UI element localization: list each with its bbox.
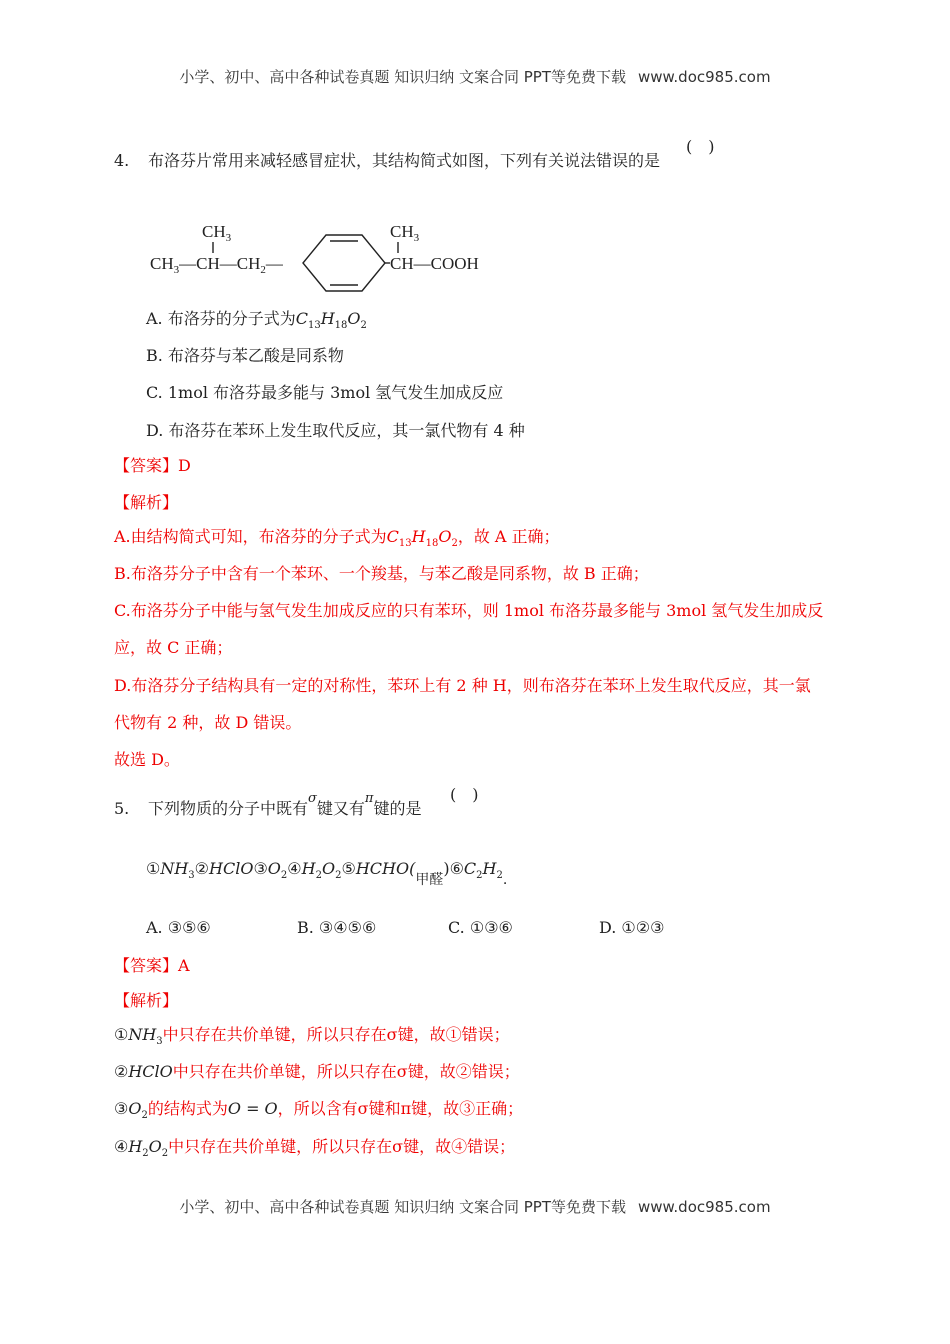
q4-stem-text: 布洛芬片常用来减轻感冒症状，其结构简式如图，下列有关说法错误的是 bbox=[148, 151, 661, 170]
q4-analysis-a-suffix: ，故 A 正确； bbox=[457, 527, 560, 546]
q5-analysis-label: 【解析】 bbox=[114, 991, 179, 1010]
analysis-formula-h2o2: $H_2O_2$ bbox=[128, 1137, 169, 1160]
q4-analysis-c1: C.布洛芬分子中能与氢气发生加成反应的只有苯环，则 1mol 布洛芬最多能与 3mol 氢气发生加成反 bbox=[114, 601, 824, 620]
q5-analysis-2 bbox=[114, 1061, 520, 1083]
analysis-marker-3: ③ bbox=[114, 1099, 129, 1118]
q4-analysis-a-text: A.由结构简式可知，布洛芬的分子式为 bbox=[114, 527, 387, 546]
formula-c13h18o2-analysis: $C_{13}H_{18}O_2$ bbox=[386, 527, 458, 550]
q5-option-c: C. ①③⑥ bbox=[448, 918, 513, 937]
q4-answer: 【答案】D bbox=[114, 456, 191, 475]
marker-3: ③ bbox=[253, 859, 268, 878]
q4-analysis-conclusion: 故选 D。 bbox=[114, 750, 180, 769]
pi-symbol: π bbox=[364, 791, 374, 806]
q5-number: 5. bbox=[114, 799, 130, 818]
q4-analysis-a bbox=[114, 526, 560, 555]
analysis-formula-nh3: $NH_3$ bbox=[128, 1025, 163, 1048]
q5-analysis-1 bbox=[114, 1024, 510, 1053]
analysis-text-3b: ，所以含有σ键和π键，故③正确； bbox=[277, 1099, 524, 1118]
analysis-marker-2: ② bbox=[114, 1062, 129, 1081]
q4-stem bbox=[114, 150, 660, 172]
q4-analysis-d2: 代物有 2 种，故 D 错误。 bbox=[114, 713, 302, 732]
footer-site: www.doc985.com bbox=[637, 1198, 771, 1216]
ch3-top-left: $CH_3$ bbox=[202, 222, 232, 244]
marker-4: ④ bbox=[287, 859, 302, 878]
analysis-text-2: 中只存在共价单键，所以只存在σ键，故②错误； bbox=[172, 1062, 520, 1081]
q5-stem-a: 下列物质的分子中既有 bbox=[148, 799, 309, 818]
q5-stem bbox=[114, 791, 422, 822]
analysis-text-1: 中只存在共价单键，所以只存在σ键，故①错误； bbox=[162, 1025, 510, 1044]
q5-option-d: D. ①②③ bbox=[599, 918, 665, 937]
q5-analysis-3 bbox=[114, 1098, 523, 1127]
header-text: 小学、初中、高中各种试卷真题 知识归纳 文案合同 PPT等免费下载 bbox=[179, 68, 626, 86]
q5-answer-paren: ( ) bbox=[450, 785, 479, 804]
marker-1: ① bbox=[146, 859, 161, 878]
q4-option-c: C. 1mol 布洛芬最多能与 3mol 氢气发生加成反应 bbox=[146, 383, 504, 402]
q4-option-a bbox=[146, 308, 367, 337]
q5-answer: 【答案】A bbox=[114, 956, 190, 975]
analysis-marker-4: ④ bbox=[114, 1137, 129, 1156]
marker-5: ⑤ bbox=[341, 859, 356, 878]
q4-analysis-c2: 应，故 C 正确； bbox=[114, 638, 233, 657]
header-site: www.doc985.com bbox=[637, 68, 771, 86]
formaldehyde-note: 甲醛 bbox=[415, 872, 444, 888]
q4-option-d: D. 布洛芬在苯环上发生取代反应，其一氯代物有 4 种 bbox=[146, 421, 525, 440]
footer-text: 小学、初中、高中各种试卷真题 知识归纳 文案合同 PPT等免费下载 bbox=[179, 1198, 626, 1216]
formula-c13h18o2: $C_{13}H_{18}O_2$ bbox=[295, 309, 367, 332]
ibuprofen-structure bbox=[140, 215, 500, 295]
q5-option-b: B. ③④⑤⑥ bbox=[297, 918, 377, 937]
marker-2: ② bbox=[194, 859, 210, 878]
page-footer bbox=[0, 1196, 950, 1217]
formula-c2h2: $C_2H_2$ bbox=[463, 859, 503, 882]
q4-option-b: B. 布洛芬与苯乙酸是同系物 bbox=[146, 346, 344, 365]
marker-6: )⑥ bbox=[443, 859, 464, 878]
formula-nh3: $NH_3$ bbox=[160, 859, 195, 882]
analysis-marker-1: ① bbox=[114, 1025, 129, 1044]
ch3-top-right: $CH_3$ bbox=[390, 222, 420, 244]
formula-h2o2: $H_2O_2$ bbox=[301, 859, 342, 882]
q5-stem-b: 键又有 bbox=[316, 799, 365, 818]
q4-number: 4. bbox=[114, 151, 130, 170]
q4-analysis-label: 【解析】 bbox=[114, 493, 179, 512]
q5-substances bbox=[146, 858, 507, 887]
q5-option-a: A. ③⑤⑥ bbox=[146, 918, 211, 937]
q4-analysis-d1: D.布洛芬分子结构具有一定的对称性，苯环上有 2 种 H，则布洛芬在苯环上发生取代反应，其一氯 bbox=[114, 676, 811, 695]
formula-o2: $O_2$ bbox=[267, 859, 288, 882]
analysis-text-3a: 的结构式为 bbox=[147, 1099, 228, 1118]
q4-analysis-b: B.布洛芬分子中含有一个苯环、一个羧基，与苯乙酸是同系物，故 B 正确； bbox=[114, 564, 649, 583]
formula-hcho: HCHO( bbox=[355, 859, 416, 878]
analysis-formula-hclo: HClO bbox=[128, 1062, 173, 1081]
analysis-formula-o2: $O_2$ bbox=[128, 1099, 148, 1122]
q5-analysis-4 bbox=[114, 1136, 515, 1165]
benzene-ring bbox=[303, 235, 385, 291]
sigma-symbol: σ bbox=[308, 791, 317, 806]
left-chain: $CH_3—CH—CH_2—$ bbox=[150, 254, 283, 276]
q4-option-a-text: A. 布洛芬的分子式为 bbox=[146, 309, 296, 328]
analysis-text-4: 中只存在共价单键，所以只存在σ键，故④错误； bbox=[168, 1137, 516, 1156]
page-header bbox=[0, 66, 950, 87]
formula-hclo: HClO bbox=[209, 859, 254, 878]
q4-answer-paren: ( ) bbox=[686, 137, 715, 156]
analysis-formula-o-eq-o: O = O bbox=[227, 1099, 278, 1118]
substances-end: . bbox=[502, 872, 508, 888]
right-chain: CH—COOH bbox=[390, 254, 479, 273]
q5-stem-c: 键的是 bbox=[373, 799, 422, 818]
